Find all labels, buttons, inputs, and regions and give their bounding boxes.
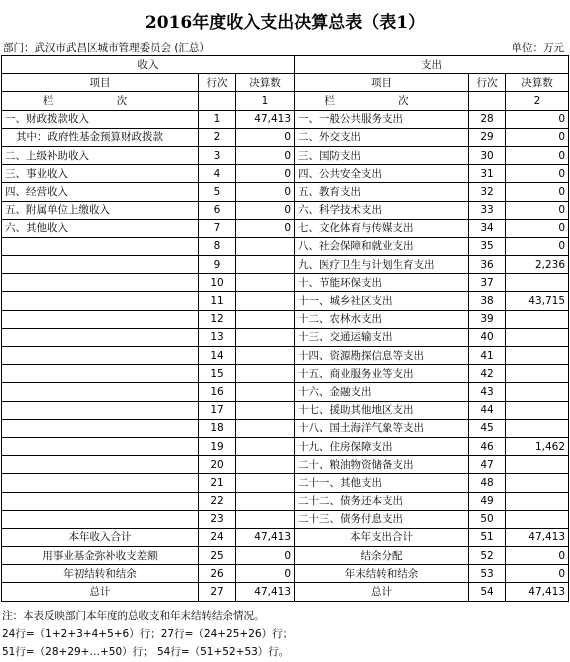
expense-item-cell: 十八、国土海洋气象等支出	[295, 419, 469, 437]
expense-rowno-cell: 44	[469, 401, 506, 419]
income-item-cell: 一、财政拨款收入	[2, 110, 199, 128]
expense-item-cell: 十三、交通运输支出	[295, 328, 469, 346]
table-row	[2, 401, 569, 419]
income-amount-cell	[236, 292, 295, 310]
income-col-label: 栏 次	[2, 92, 199, 110]
income-item-cell	[2, 310, 199, 328]
income-item-cell	[2, 328, 199, 346]
income-amount-header: 决算数	[236, 74, 295, 92]
table-row	[2, 456, 569, 474]
expense-amount-cell	[506, 401, 569, 419]
income-item-cell	[2, 437, 199, 455]
income-rowno-cell: 14	[199, 347, 236, 365]
income-rowno-cell: 11	[199, 292, 236, 310]
income-summary-label: 总计	[2, 583, 199, 601]
expense-item-cell: 十九、住房保障支出	[295, 437, 469, 455]
department-label: 部门：武汉市武昌区城市管理委员会 (汇总）	[3, 42, 210, 54]
income-amount-cell	[236, 383, 295, 401]
expense-col-blank	[469, 92, 506, 110]
summary-row	[2, 547, 569, 565]
table-row	[2, 256, 569, 274]
income-item-header: 项目	[2, 74, 199, 92]
income-amount-cell: 0	[236, 146, 295, 164]
expense-amount-header: 决算数	[506, 74, 569, 92]
expense-amount-cell	[506, 383, 569, 401]
income-item-cell	[2, 365, 199, 383]
income-item-cell: 四、经营收入	[2, 183, 199, 201]
income-amount-cell	[236, 437, 295, 455]
table-row	[2, 183, 569, 201]
expense-item-cell: 十、节能环保支出	[295, 274, 469, 292]
income-rowno-cell: 20	[199, 456, 236, 474]
expense-amount-cell: 0	[506, 110, 569, 128]
income-item-cell	[2, 456, 199, 474]
income-rowno-cell: 4	[199, 165, 236, 183]
income-summary-amount: 0	[236, 547, 295, 565]
expense-rowno-cell: 31	[469, 165, 506, 183]
expense-item-cell: 九、医疗卫生与计划生育支出	[295, 256, 469, 274]
income-summary-rowno: 25	[199, 547, 236, 565]
income-amount-cell	[236, 492, 295, 510]
table-row	[2, 474, 569, 492]
income-item-cell: 二、上级补助收入	[2, 146, 199, 164]
expense-amount-cell	[506, 456, 569, 474]
expense-item-cell: 十二、农林水支出	[295, 310, 469, 328]
expense-summary-rowno: 53	[469, 565, 506, 583]
expense-rowno-cell: 45	[469, 419, 506, 437]
column-header-row	[2, 74, 569, 92]
income-rowno-cell: 2	[199, 128, 236, 146]
expense-item-cell: 六、科学技术支出	[295, 201, 469, 219]
table-row	[2, 347, 569, 365]
expense-summary-label: 年末结转和结余	[295, 565, 469, 583]
income-rowno-cell: 16	[199, 383, 236, 401]
expense-rowno-cell: 46	[469, 437, 506, 455]
expense-rowno-cell: 30	[469, 146, 506, 164]
income-item-cell	[2, 510, 199, 528]
income-rowno-cell: 9	[199, 256, 236, 274]
expense-amount-cell	[506, 419, 569, 437]
table-row	[2, 110, 569, 128]
table-title: 2016年度收入支出决算总表（表1）	[144, 13, 426, 33]
income-amount-cell	[236, 328, 295, 346]
income-rowno-cell: 1	[199, 110, 236, 128]
income-item-cell	[2, 347, 199, 365]
column-index-row	[2, 92, 569, 110]
expense-item-cell: 二十三、债务付息支出	[295, 510, 469, 528]
income-rowno-cell: 13	[199, 328, 236, 346]
income-item-cell	[2, 256, 199, 274]
table-row	[2, 365, 569, 383]
table-row	[2, 492, 569, 510]
income-amount-cell: 0	[236, 165, 295, 183]
income-rowno-cell: 21	[199, 474, 236, 492]
income-rowno-cell: 18	[199, 419, 236, 437]
summary-row	[2, 565, 569, 583]
table-row	[2, 128, 569, 146]
expense-rowno-cell: 48	[469, 474, 506, 492]
table-row	[2, 201, 569, 219]
expense-item-cell: 十四、资源勘探信息等支出	[295, 347, 469, 365]
income-item-cell	[2, 419, 199, 437]
income-rowno-cell: 6	[199, 201, 236, 219]
expense-rowno-cell: 33	[469, 201, 506, 219]
expense-item-cell: 五、教育支出	[295, 183, 469, 201]
income-rowno-cell: 5	[199, 183, 236, 201]
expense-amount-cell: 2,236	[506, 256, 569, 274]
expense-summary-amount: 0	[506, 547, 569, 565]
income-item-cell	[2, 383, 199, 401]
expense-rowno-cell: 42	[469, 365, 506, 383]
expense-rowno-cell: 34	[469, 219, 506, 237]
table-row	[2, 165, 569, 183]
expense-amount-cell	[506, 347, 569, 365]
expense-item-cell: 十六、金融支出	[295, 383, 469, 401]
income-rowno-cell: 19	[199, 437, 236, 455]
expense-summary-amount: 0	[506, 565, 569, 583]
income-amount-cell	[236, 510, 295, 528]
expense-rowno-cell: 37	[469, 274, 506, 292]
expense-amount-cell	[506, 492, 569, 510]
summary-row	[2, 583, 569, 601]
expense-amount-cell: 0	[506, 165, 569, 183]
expense-rowno-cell: 36	[469, 256, 506, 274]
expense-summary-rowno: 54	[469, 583, 506, 601]
income-item-cell	[2, 292, 199, 310]
expense-item-cell: 八、社会保障和就业支出	[295, 237, 469, 255]
expense-summary-rowno: 51	[469, 528, 506, 546]
expense-summary-label: 本年支出合计	[295, 528, 469, 546]
budget-table	[1, 55, 569, 602]
expense-amount-cell: 0	[506, 219, 569, 237]
note-line-2: 24行=（1+2+3+4+5+6）行；27行=（24+25+26）行；	[2, 628, 294, 640]
income-summary-rowno: 24	[199, 528, 236, 546]
expense-rowno-header: 行次	[469, 74, 506, 92]
income-rowno-cell: 23	[199, 510, 236, 528]
expense-summary-amount: 47,413	[506, 528, 569, 546]
income-item-cell	[2, 237, 199, 255]
expense-rowno-cell: 32	[469, 183, 506, 201]
expense-amount-cell: 0	[506, 183, 569, 201]
income-col-index: 1	[236, 92, 295, 110]
income-summary-label: 本年收入合计	[2, 528, 199, 546]
expense-amount-cell: 0	[506, 201, 569, 219]
expense-amount-cell: 0	[506, 146, 569, 164]
income-amount-cell	[236, 456, 295, 474]
table-row	[2, 419, 569, 437]
income-amount-cell	[236, 310, 295, 328]
expense-summary-rowno: 52	[469, 547, 506, 565]
income-rowno-cell: 17	[199, 401, 236, 419]
income-summary-amount: 47,413	[236, 528, 295, 546]
expense-item-cell: 七、文化体育与传媒支出	[295, 219, 469, 237]
expense-section-header: 支出	[295, 56, 569, 74]
income-amount-cell	[236, 419, 295, 437]
expense-item-cell: 二十二、债务还本支出	[295, 492, 469, 510]
expense-summary-label: 结余分配	[295, 547, 469, 565]
expense-amount-cell: 1,462	[506, 437, 569, 455]
expense-rowno-cell: 38	[469, 292, 506, 310]
section-header-row	[2, 56, 569, 74]
income-amount-cell	[236, 365, 295, 383]
income-amount-cell	[236, 256, 295, 274]
income-amount-cell	[236, 474, 295, 492]
table-row	[2, 237, 569, 255]
income-summary-label: 年初结转和结余	[2, 565, 199, 583]
table-row	[2, 310, 569, 328]
income-summary-label: 用事业基金弥补收支差额	[2, 547, 199, 565]
income-item-cell	[2, 474, 199, 492]
unit-label: 单位：万元	[511, 42, 564, 54]
expense-item-cell: 二、外交支出	[295, 128, 469, 146]
income-item-cell	[2, 274, 199, 292]
table-row	[2, 274, 569, 292]
note-line-3: 51行=（28+29+…+50）行； 54行=（51+52+53）行。	[2, 646, 290, 658]
expense-rowno-cell: 29	[469, 128, 506, 146]
income-rowno-cell: 3	[199, 146, 236, 164]
expense-item-cell: 四、公共安全支出	[295, 165, 469, 183]
income-rowno-cell: 12	[199, 310, 236, 328]
table-row	[2, 292, 569, 310]
expense-rowno-cell: 40	[469, 328, 506, 346]
income-summary-rowno: 26	[199, 565, 236, 583]
income-summary-amount: 47,413	[236, 583, 295, 601]
expense-amount-cell	[506, 328, 569, 346]
income-amount-cell: 0	[236, 219, 295, 237]
income-summary-rowno: 27	[199, 583, 236, 601]
expense-rowno-cell: 28	[469, 110, 506, 128]
income-rowno-cell: 15	[199, 365, 236, 383]
income-amount-cell	[236, 237, 295, 255]
expense-rowno-cell: 47	[469, 456, 506, 474]
expense-item-cell: 二十一、其他支出	[295, 474, 469, 492]
expense-amount-cell: 43,715	[506, 292, 569, 310]
table-row	[2, 219, 569, 237]
income-amount-cell: 47,413	[236, 110, 295, 128]
table-row	[2, 146, 569, 164]
expense-item-cell: 一、一般公共服务支出	[295, 110, 469, 128]
expense-item-cell: 十一、城乡社区支出	[295, 292, 469, 310]
expense-col-index: 2	[506, 92, 569, 110]
income-item-cell: 五、附属单位上缴收入	[2, 201, 199, 219]
income-amount-cell: 0	[236, 128, 295, 146]
expense-item-cell: 三、国防支出	[295, 146, 469, 164]
income-section-header: 收入	[2, 56, 295, 74]
income-item-cell: 六、其他收入	[2, 219, 199, 237]
income-rowno-cell: 7	[199, 219, 236, 237]
expense-amount-cell	[506, 474, 569, 492]
table-row	[2, 510, 569, 528]
expense-amount-cell	[506, 365, 569, 383]
income-summary-amount: 0	[236, 565, 295, 583]
income-rowno-header: 行次	[199, 74, 236, 92]
note-line-1: 注：本表反映部门本年度的总收支和年末结转结余情况。	[2, 610, 265, 622]
expense-col-label: 栏 次	[295, 92, 469, 110]
income-rowno-cell: 10	[199, 274, 236, 292]
expense-amount-cell: 0	[506, 237, 569, 255]
expense-rowno-cell: 50	[469, 510, 506, 528]
income-amount-cell	[236, 401, 295, 419]
expense-rowno-cell: 35	[469, 237, 506, 255]
income-item-cell	[2, 492, 199, 510]
income-amount-cell: 0	[236, 183, 295, 201]
income-rowno-cell: 8	[199, 237, 236, 255]
expense-item-cell: 十七、援助其他地区支出	[295, 401, 469, 419]
income-amount-cell: 0	[236, 201, 295, 219]
expense-summary-label: 总计	[295, 583, 469, 601]
table-row	[2, 383, 569, 401]
income-item-cell	[2, 401, 199, 419]
expense-rowno-cell: 39	[469, 310, 506, 328]
expense-rowno-cell: 49	[469, 492, 506, 510]
expense-rowno-cell: 41	[469, 347, 506, 365]
summary-row	[2, 528, 569, 546]
expense-summary-amount: 47,413	[506, 583, 569, 601]
income-item-cell: 其中：政府性基金预算财政拨款	[2, 128, 199, 146]
expense-item-header: 项目	[295, 74, 469, 92]
income-rowno-cell: 22	[199, 492, 236, 510]
income-amount-cell	[236, 274, 295, 292]
income-col-blank	[199, 92, 236, 110]
expense-amount-cell	[506, 510, 569, 528]
expense-amount-cell	[506, 274, 569, 292]
expense-item-cell: 二十、粮油物资储备支出	[295, 456, 469, 474]
expense-rowno-cell: 43	[469, 383, 506, 401]
income-amount-cell	[236, 347, 295, 365]
expense-amount-cell	[506, 310, 569, 328]
expense-amount-cell: 0	[506, 128, 569, 146]
income-item-cell: 三、事业收入	[2, 165, 199, 183]
table-row	[2, 437, 569, 455]
expense-item-cell: 十五、商业服务业等支出	[295, 365, 469, 383]
table-row	[2, 328, 569, 346]
